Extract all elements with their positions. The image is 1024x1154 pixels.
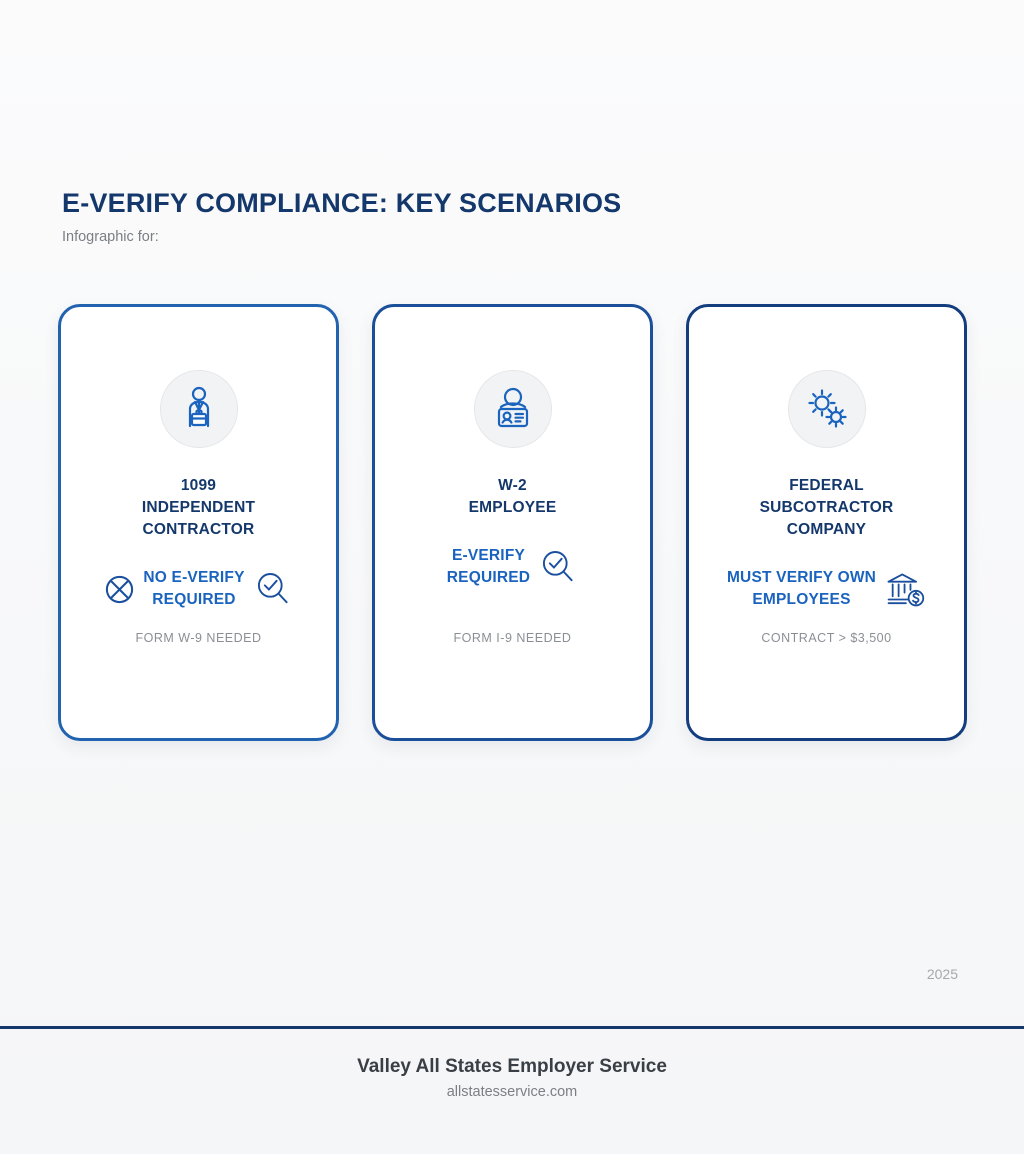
year-label: 2025 bbox=[926, 966, 958, 982]
card-status-text bbox=[143, 567, 244, 612]
card-title-line: 1099 bbox=[180, 477, 217, 494]
page-subtitle: Infographic for: bbox=[62, 229, 159, 245]
card-status-line: REQUIRED bbox=[152, 591, 236, 609]
card-note: CONTRACT > $3,500 bbox=[761, 631, 892, 645]
scenario-card-1099-contractor bbox=[58, 304, 339, 741]
card-note: FORM I-9 NEEDED bbox=[453, 631, 572, 645]
card-status-line: MUST VERIFY OWN bbox=[726, 569, 877, 586]
footer-company-name: Valley All States Employer Service bbox=[357, 1056, 667, 1077]
id-badge-icon bbox=[474, 370, 552, 448]
card-status-line: NO E-VERIFY bbox=[143, 569, 245, 586]
x-circle-icon bbox=[104, 574, 135, 605]
scenario-card-federal-subcontractor bbox=[686, 304, 967, 741]
footer-divider bbox=[0, 1026, 1024, 1029]
card-status bbox=[61, 567, 336, 612]
contractor-briefcase-icon bbox=[160, 370, 238, 448]
page-title: E-VERIFY COMPLIANCE: KEY SCENARIOS bbox=[62, 188, 622, 218]
card-title bbox=[760, 475, 894, 541]
card-title bbox=[469, 475, 557, 519]
card-title-line: COMPANY bbox=[786, 521, 867, 538]
card-title-line: W-2 bbox=[498, 477, 527, 494]
card-title-line: INDEPENDENT bbox=[141, 499, 256, 516]
header bbox=[62, 188, 621, 245]
card-title bbox=[142, 475, 255, 541]
card-status-text bbox=[727, 567, 876, 612]
magnifier-check-icon bbox=[253, 569, 293, 609]
card-status-line: EMPLOYEES bbox=[752, 591, 851, 609]
scenario-card-w2-employee bbox=[372, 304, 653, 741]
card-status bbox=[689, 567, 964, 612]
card-title-line: FEDERAL bbox=[789, 477, 864, 494]
card-status bbox=[375, 545, 650, 590]
card-status-text bbox=[447, 545, 530, 590]
footer bbox=[0, 1056, 1024, 1100]
card-status-line: REQUIRED bbox=[446, 569, 531, 587]
card-title-line: EMPLOYEE bbox=[468, 499, 557, 516]
card-note: FORM W-9 NEEDED bbox=[135, 631, 262, 645]
card-title-line: CONTRACTOR bbox=[142, 521, 255, 538]
card-status-line: E-VERIFY bbox=[451, 547, 526, 564]
magnifier-check-icon bbox=[538, 547, 578, 587]
gears-icon bbox=[788, 370, 866, 448]
bank-dollar-icon bbox=[884, 568, 926, 610]
footer-website: allstatesservice.com bbox=[446, 1084, 578, 1100]
scenario-cards bbox=[58, 304, 968, 741]
card-title-line: SUBCOTRACTOR bbox=[759, 499, 894, 516]
